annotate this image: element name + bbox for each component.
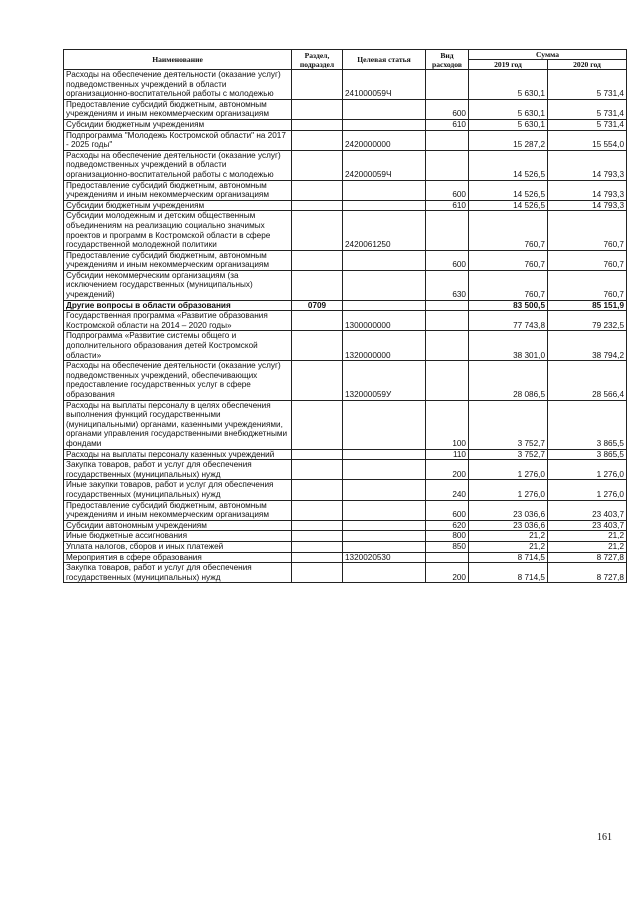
table-row xyxy=(64,460,627,480)
row-type-cell xyxy=(426,211,469,250)
row-section-cell xyxy=(292,449,343,460)
row-type-cell: 200 xyxy=(426,563,469,583)
row-name-cell: Закупка товаров, работ и услуг для обеспечения государственных (муниципальных) нужд xyxy=(64,563,292,583)
row-section-cell xyxy=(292,480,343,500)
row-article-cell: 2420061250 xyxy=(343,211,426,250)
table-row xyxy=(64,520,627,531)
row-section-cell: 0709 xyxy=(292,300,343,311)
row-article-cell: 2420000000 xyxy=(343,130,426,150)
row-article-cell: 1320000000 xyxy=(343,331,426,361)
row-sum-2019-cell: 28 086,5 xyxy=(469,361,548,400)
row-name-cell: Расходы на выплаты персоналу в целях обеспечения выполнения функций государственными (муниципальными) органами, казенными учреждениями, органами управления государственными внебюджетными фондами xyxy=(64,400,292,449)
row-sum-2019-cell: 3 752,7 xyxy=(469,400,548,449)
row-name-cell: Иные закупки товаров, работ и услуг для обеспечения государственных (муниципальных) нужд xyxy=(64,480,292,500)
row-name-cell: Подпрограмма "Молодежь Костромской области" на 2017 - 2025 годы" xyxy=(64,130,292,150)
row-sum-2019-cell: 3 752,7 xyxy=(469,449,548,460)
row-name-cell: Предоставление субсидий бюджетным, автономным учреждениям и иным некоммерческим организациям xyxy=(64,180,292,200)
row-type-cell: 630 xyxy=(426,270,469,300)
row-name-cell: Субсидии бюджетным учреждениям xyxy=(64,119,292,130)
table-row xyxy=(64,500,627,520)
row-type-cell: 620 xyxy=(426,520,469,531)
row-section-cell xyxy=(292,531,343,542)
row-type-cell xyxy=(426,331,469,361)
table-row xyxy=(64,130,627,150)
table-row xyxy=(64,552,627,563)
row-name-cell: Субсидии автономным учреждениям xyxy=(64,520,292,531)
row-article-cell xyxy=(343,531,426,542)
row-type-cell: 240 xyxy=(426,480,469,500)
row-type-cell: 600 xyxy=(426,250,469,270)
row-type-cell: 610 xyxy=(426,119,469,130)
row-name-cell: Расходы на выплаты персоналу казенных учреждений xyxy=(64,449,292,460)
row-sum-2020-cell: 14 793,3 xyxy=(548,180,627,200)
row-name-cell: Субсидии некоммерческим организациям (за исключением государственных (муниципальных) учреждений) xyxy=(64,270,292,300)
row-sum-2020-cell: 5 731,4 xyxy=(548,99,627,119)
row-sum-2019-cell: 8 714,5 xyxy=(469,552,548,563)
row-section-cell xyxy=(292,460,343,480)
row-section-cell xyxy=(292,99,343,119)
row-sum-2020-cell: 760,7 xyxy=(548,250,627,270)
table-row xyxy=(64,311,627,331)
row-type-cell: 200 xyxy=(426,460,469,480)
row-sum-2020-cell: 79 232,5 xyxy=(548,311,627,331)
row-sum-2020-cell: 8 727,8 xyxy=(548,552,627,563)
row-sum-2020-cell: 38 794,2 xyxy=(548,331,627,361)
row-sum-2020-cell: 8 727,8 xyxy=(548,563,627,583)
row-section-cell xyxy=(292,130,343,150)
row-sum-2019-cell: 760,7 xyxy=(469,270,548,300)
header-row xyxy=(64,50,627,60)
row-section-cell xyxy=(292,250,343,270)
row-type-cell xyxy=(426,361,469,400)
row-section-cell xyxy=(292,119,343,130)
row-type-cell: 110 xyxy=(426,449,469,460)
row-name-cell: Подпрограмма «Развитие системы общего и дополнительного образования детей Костромской области» xyxy=(64,331,292,361)
row-sum-2020-cell: 760,7 xyxy=(548,270,627,300)
row-name-cell: Предоставление субсидий бюджетным, автономным учреждениям и иным некоммерческим организациям xyxy=(64,500,292,520)
row-name-cell: Расходы на обеспечение деятельности (оказание услуг) подведомственных учреждений, обеспечивающих предоставление государственных услуг в сфере образования xyxy=(64,361,292,400)
row-article-cell: 132000059У xyxy=(343,361,426,400)
row-article-cell: 1300000000 xyxy=(343,311,426,331)
header-year-2019: 2019 год xyxy=(469,60,548,70)
table-body xyxy=(64,70,627,583)
row-sum-2019-cell: 23 036,6 xyxy=(469,500,548,520)
row-name-cell: Предоставление субсидий бюджетным, автономным учреждениям и иным некоммерческим организациям xyxy=(64,99,292,119)
row-sum-2020-cell: 21,2 xyxy=(548,531,627,542)
row-type-cell: 600 xyxy=(426,99,469,119)
row-name-cell: Иные бюджетные ассигнования xyxy=(64,531,292,542)
row-name-cell: Другие вопросы в области образования xyxy=(64,300,292,311)
row-sum-2020-cell: 14 793,3 xyxy=(548,150,627,180)
row-sum-2020-cell: 5 731,4 xyxy=(548,119,627,130)
row-sum-2019-cell: 1 276,0 xyxy=(469,460,548,480)
row-sum-2019-cell: 5 630,1 xyxy=(469,119,548,130)
row-article-cell xyxy=(343,400,426,449)
row-sum-2019-cell: 5 630,1 xyxy=(469,70,548,100)
table-row xyxy=(64,300,627,311)
row-type-cell xyxy=(426,300,469,311)
header-article: Целевая статья xyxy=(343,50,426,70)
row-section-cell xyxy=(292,541,343,552)
row-article-cell xyxy=(343,480,426,500)
row-article-cell xyxy=(343,200,426,211)
row-sum-2019-cell: 38 301,0 xyxy=(469,331,548,361)
row-article-cell xyxy=(343,541,426,552)
table-row xyxy=(64,361,627,400)
table-row xyxy=(64,531,627,542)
row-article-cell: 241000059Ч xyxy=(343,70,426,100)
row-type-cell xyxy=(426,311,469,331)
table-row xyxy=(64,150,627,180)
header-year-2020: 2020 год xyxy=(548,60,627,70)
row-section-cell xyxy=(292,520,343,531)
row-sum-2020-cell: 5 731,4 xyxy=(548,70,627,100)
row-sum-2019-cell: 21,2 xyxy=(469,541,548,552)
row-article-cell: 1320020530 xyxy=(343,552,426,563)
row-article-cell xyxy=(343,300,426,311)
row-sum-2019-cell: 8 714,5 xyxy=(469,563,548,583)
row-section-cell xyxy=(292,270,343,300)
table-row xyxy=(64,480,627,500)
row-section-cell xyxy=(292,311,343,331)
row-sum-2019-cell: 23 036,6 xyxy=(469,520,548,531)
row-article-cell xyxy=(343,563,426,583)
row-article-cell xyxy=(343,520,426,531)
row-type-cell xyxy=(426,70,469,100)
row-sum-2020-cell: 85 151,9 xyxy=(548,300,627,311)
row-article-cell xyxy=(343,250,426,270)
row-name-cell: Расходы на обеспечение деятельности (оказание услуг) подведомственных учреждений в области организационно-воспитательной работы с молодежью xyxy=(64,150,292,180)
row-article-cell xyxy=(343,449,426,460)
table-row xyxy=(64,400,627,449)
table-row xyxy=(64,250,627,270)
row-sum-2020-cell: 21,2 xyxy=(548,541,627,552)
table-row xyxy=(64,200,627,211)
row-sum-2019-cell: 14 526,5 xyxy=(469,200,548,211)
row-sum-2019-cell: 77 743,8 xyxy=(469,311,548,331)
table-row xyxy=(64,119,627,130)
row-sum-2019-cell: 760,7 xyxy=(469,250,548,270)
row-name-cell: Мероприятия в сфере образования xyxy=(64,552,292,563)
row-section-cell xyxy=(292,361,343,400)
row-section-cell xyxy=(292,500,343,520)
row-type-cell: 100 xyxy=(426,400,469,449)
row-sum-2019-cell: 14 526,5 xyxy=(469,180,548,200)
row-sum-2020-cell: 3 865,5 xyxy=(548,400,627,449)
row-name-cell: Закупка товаров, работ и услуг для обеспечения государственных (муниципальных) нужд xyxy=(64,460,292,480)
row-type-cell: 610 xyxy=(426,200,469,211)
row-sum-2020-cell: 760,7 xyxy=(548,211,627,250)
row-section-cell xyxy=(292,563,343,583)
row-type-cell: 600 xyxy=(426,180,469,200)
row-article-cell xyxy=(343,270,426,300)
row-sum-2020-cell: 14 793,3 xyxy=(548,200,627,211)
table-row xyxy=(64,331,627,361)
row-sum-2020-cell: 28 566,4 xyxy=(548,361,627,400)
row-section-cell xyxy=(292,552,343,563)
row-name-cell: Предоставление субсидий бюджетным, автономным учреждениям и иным некоммерческим организациям xyxy=(64,250,292,270)
table-row xyxy=(64,211,627,250)
row-article-cell: 242000059Ч xyxy=(343,150,426,180)
row-article-cell xyxy=(343,180,426,200)
header-section: Раздел, подраздел xyxy=(292,50,343,70)
header-name: Наименование xyxy=(64,50,292,70)
table-row xyxy=(64,70,627,100)
row-sum-2019-cell: 21,2 xyxy=(469,531,548,542)
row-article-cell xyxy=(343,460,426,480)
row-section-cell xyxy=(292,200,343,211)
row-name-cell: Уплата налогов, сборов и иных платежей xyxy=(64,541,292,552)
table-row xyxy=(64,541,627,552)
row-section-cell xyxy=(292,180,343,200)
table-row xyxy=(64,270,627,300)
row-section-cell xyxy=(292,211,343,250)
row-sum-2019-cell: 83 500,5 xyxy=(469,300,548,311)
row-sum-2020-cell: 3 865,5 xyxy=(548,449,627,460)
table-row xyxy=(64,563,627,583)
row-sum-2019-cell: 5 630,1 xyxy=(469,99,548,119)
row-article-cell xyxy=(343,99,426,119)
row-type-cell: 850 xyxy=(426,541,469,552)
row-sum-2019-cell: 1 276,0 xyxy=(469,480,548,500)
row-sum-2020-cell: 23 403,7 xyxy=(548,520,627,531)
row-section-cell xyxy=(292,150,343,180)
row-section-cell xyxy=(292,400,343,449)
row-sum-2020-cell: 23 403,7 xyxy=(548,500,627,520)
row-sum-2020-cell: 1 276,0 xyxy=(548,480,627,500)
table-row xyxy=(64,180,627,200)
row-type-cell xyxy=(426,150,469,180)
row-type-cell: 800 xyxy=(426,531,469,542)
row-name-cell: Расходы на обеспечение деятельности (оказание услуг) подведомственных учреждений в области организационно-воспитательной работы с молодежью xyxy=(64,70,292,100)
row-sum-2020-cell: 15 554,0 xyxy=(548,130,627,150)
table-row xyxy=(64,99,627,119)
row-article-cell xyxy=(343,500,426,520)
row-name-cell: Государственная программа «Развитие образования Костромской области на 2014 – 2020 годы» xyxy=(64,311,292,331)
row-sum-2019-cell: 760,7 xyxy=(469,211,548,250)
row-section-cell xyxy=(292,70,343,100)
row-section-cell xyxy=(292,331,343,361)
header-expense-type: Вид расходов xyxy=(426,50,469,70)
header-sum: Сумма xyxy=(469,50,627,60)
row-name-cell: Субсидии молодежным и детским общественным объединениям на реализацию социально значимых проектов и программ в Костромской области в сфере государственной молодежной политики xyxy=(64,211,292,250)
row-type-cell xyxy=(426,130,469,150)
row-name-cell: Субсидии бюджетным учреждениям xyxy=(64,200,292,211)
row-sum-2020-cell: 1 276,0 xyxy=(548,460,627,480)
row-type-cell: 600 xyxy=(426,500,469,520)
row-type-cell xyxy=(426,552,469,563)
table-row xyxy=(64,449,627,460)
row-sum-2019-cell: 14 526,5 xyxy=(469,150,548,180)
row-article-cell xyxy=(343,119,426,130)
budget-table xyxy=(63,49,627,583)
row-sum-2019-cell: 15 287,2 xyxy=(469,130,548,150)
page-number: 161 xyxy=(597,832,612,843)
